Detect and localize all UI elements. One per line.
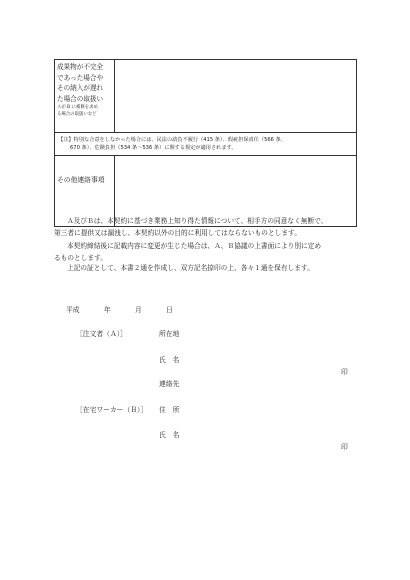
note-line: 【注】特別な合意をしなかった場合には、民法の請負不履行（415 条）、瑕疵担保責任（566 条、 <box>58 137 287 143</box>
label-other-notes: その他連絡事項 <box>55 156 115 227</box>
contract-table <box>54 59 357 227</box>
party-a-label: ［注文者（Ａ）］ <box>76 330 127 338</box>
date-day: 日 <box>166 306 173 314</box>
party-b-seal: 印 <box>341 443 348 451</box>
label-defect-handling: 成果物が不完全 であった場合や その納入が遅れ た場合の取扱い <box>57 63 104 103</box>
date-era: 平成 <box>66 306 80 314</box>
party-a-contact-label: 連絡先 <box>159 380 180 388</box>
value-cell-defect-handling[interactable] <box>115 60 357 133</box>
party-b-address-label: 住 所 <box>159 406 180 414</box>
party-b-label: ［在宅ワーカー（Ｂ）］ <box>76 406 148 414</box>
date-year: 年 <box>104 306 111 314</box>
party-a-name-label: 氏 名 <box>159 356 180 364</box>
attestation-paragraph: 上記の証として、本書２通を作成し、双方記名捺印の上、各々１通を保有します。 <box>67 264 314 272</box>
party-a-seal: 印 <box>341 368 348 376</box>
label-defect-handling-sub: Ａが B に補修を求め る場合の取扱いなど <box>57 105 98 117</box>
party-b-name-label: 氏 名 <box>159 431 180 439</box>
note-cell <box>55 133 357 156</box>
date-month: 月 <box>135 306 142 314</box>
label-cell-defect-handling <box>55 60 115 133</box>
party-a-address-label: 所在地 <box>159 330 180 338</box>
note-line: 670 条）、危険負担（534 条～536 条）に関する規定が適用されます。 <box>70 145 237 152</box>
table-row-defect-handling <box>55 60 357 133</box>
table-row-note <box>55 133 357 156</box>
confidentiality-paragraph: Ａ及びＢは、本契約に基づき業務上知り得た情報について、相手方の同意なく無断で、 第三者に提供又は漏洩し、本契約以外の目的に利用してはならないものとします。 本契約締結後に記載内容に変更が生じた場合は、Ａ、Ｂ協議の上書面により別に定め るものとします。 <box>54 217 328 263</box>
